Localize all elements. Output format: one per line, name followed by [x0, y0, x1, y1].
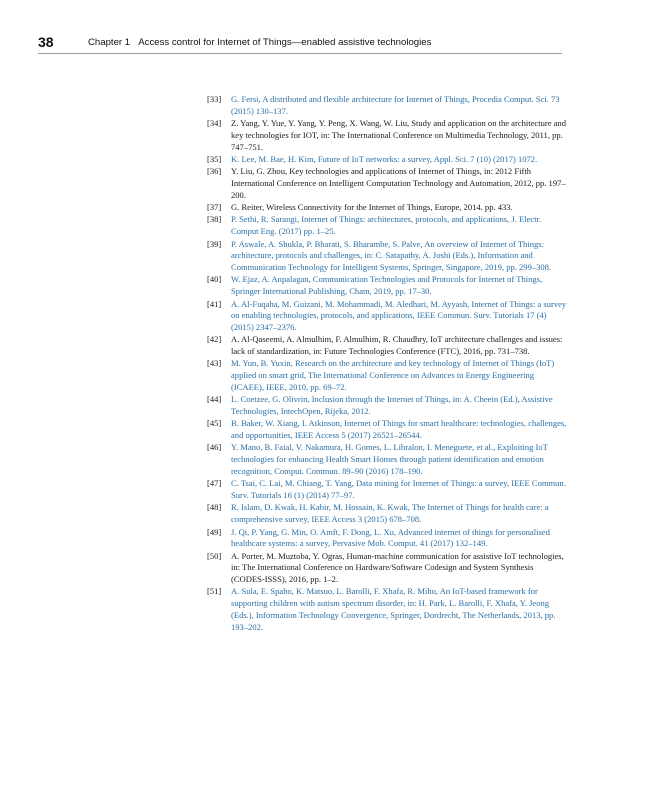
reference-item	[207, 418, 567, 442]
reference-text[interactable]: P. Sethi, R. Sarangi, Internet of Things: architectures, protocols, and applications, J. Electr. Comput Eng. (2017) pp. 1–25.	[231, 214, 542, 237]
chapter-title: Access control for Internet of Things—enabled assistive technologies	[138, 37, 432, 48]
chapter-heading	[88, 36, 431, 50]
reference-number: [50]	[207, 550, 222, 561]
reference-number: [39]	[207, 238, 222, 249]
reference-text[interactable]: P. Aswale, A. Shukla, P. Bharati, S. Bharambe, S. Palve, An overview of Internet of Things: architecture, protocols and challenges, in: C. Satapathy, A. Joshi (Eds.), Information and Communication Technology for Intelligent Systems, Springer, Singapore, 2019, pp. 299–308.	[231, 238, 552, 273]
reference-item	[207, 358, 567, 393]
reference-text[interactable]: R. Islam, D. Kwak, H. Kabir, M. Hossain, K. Kwak, The Internet of Things for health care: a comprehensive survey, IEEE Access 3 (2015) 678–708.	[231, 502, 549, 525]
reference-item	[207, 166, 567, 201]
chapter-number: Chapter 1	[88, 37, 131, 48]
reference-text[interactable]: Y. Mano, B. Faial, V. Nakamura, H. Gomes, L. Libralon, I. Meneguete, et al., Exploiting IoT technologies for enhancing Health Smart Homes through patient identification and emotion recognition, Comput. Commun. 89–90 (2016) 178–190.	[231, 442, 548, 476]
reference-number: [37]	[207, 202, 222, 213]
reference-item	[207, 502, 567, 526]
reference-text: Y. Liu, G. Zhou, Key technologies and applications of Internet of Things, in: 2012 Fifth International Conference on Intelligent Computation Technology and Automation, 2012, pp. 197–200.	[231, 166, 566, 200]
reference-item	[207, 394, 567, 418]
reference-text: A. Porter, M. Muztoba, Y. Ogras, Human-machine communication for assistive IoT technologies, in: The International Conference on Hardware/Software Codesign and System Synthesis (CODES-ISSS), 2016, pp. 1–2.	[231, 550, 564, 585]
reference-text: G. Reiter, Wireless Connectivity for the Internet of Things, Europe, 2014. pp. 433.	[231, 202, 513, 213]
reference-number: [47]	[207, 478, 222, 489]
reference-item	[207, 299, 567, 334]
reference-text[interactable]: A. Al-Fuqaha, M. Guizani, M. Mohammadi, M. Aledhari, M. Ayyash, Internet of Things: a survey on enabling technologies, protocols, and applications, IEEE Commun. Surv. Tutorials 17 (4) (2015) 2347–2376.	[231, 298, 567, 332]
reference-number: [40]	[207, 274, 222, 285]
running-head	[38, 33, 562, 54]
reference-item	[207, 551, 567, 586]
reference-text[interactable]: W. Ejaz, A. Anpalagan, Communication Technologies and Protocols for Internet of Things, Springer International Publishing, Cham, 2019, pp. 17–30.	[231, 274, 543, 297]
reference-text[interactable]: B. Baker, W. Xiang, I. Atkinson, Internet of Things for smart healthcare: technologies, challenges, and opportunities, IEEE Access 5 (2017) 26521–26544.	[231, 418, 567, 441]
reference-item	[207, 154, 567, 166]
reference-item	[207, 202, 567, 214]
reference-text[interactable]: A. Sula, E. Spaho, K. Matsuo, L. Barolli, F. Xhafa, R. Miho, An IoT-based framework for supporting children with autism spectrum disorder, in: H. Park, L. Barolli, F. Xhafa, Y. Jeong (Eds.), Information Technology Convergence, Springer, Dordrecht, The Netherlands, 2013, pp. 193–202.	[231, 586, 556, 632]
reference-text[interactable]: C. Tsai, C. Lai, M. Chiang, T. Yang, Data mining for Internet of Things: a survey, IEEE Commun. Surv. Tutorials 16 (1) (2014) 77–97.	[231, 478, 566, 501]
reference-number: [48]	[207, 502, 222, 513]
page-number: 38	[38, 34, 54, 50]
reference-number: [38]	[207, 214, 222, 225]
reference-item	[207, 239, 567, 274]
reference-number: [46]	[207, 442, 222, 453]
reference-item	[207, 442, 567, 477]
reference-item	[207, 527, 567, 551]
reference-text[interactable]: J. Qi, P. Yang, G. Min, O. Amft, F. Dong, L. Xu, Advanced internet of things for personalised healthcare systems: a survey, Pervasive Mob. Comput. 41 (2017) 132–149.	[231, 526, 550, 549]
reference-number: [34]	[207, 118, 222, 129]
reference-number: [42]	[207, 334, 222, 345]
reference-text: A. Al-Qaseemi, A. Almulhim, F. Almulhim, R. Chaudhry, IoT architecture challenges and issues: lack of standardization, in: Future Technologies Conference (FTC), 2016, pp. 731–738.	[231, 334, 563, 357]
reference-number: [43]	[207, 358, 222, 369]
reference-list	[207, 94, 567, 634]
reference-item	[207, 94, 567, 118]
reference-item	[207, 334, 567, 358]
reference-text[interactable]: K. Lee, M. Bae, H. Kim, Future of IoT networks: a survey, Appl. Sci. 7 (10) (2017) 1072.	[231, 153, 538, 164]
reference-item	[207, 586, 567, 633]
reference-item	[207, 478, 567, 502]
reference-text: Z. Yang, Y. Yue, Y. Yang, Y. Peng, X. Wang, W. Liu, Study and application on the architecture and key technologies for IOT, in: The International Conference on Multimedia Technology, 2011, pp. 747–751.	[231, 118, 566, 152]
reference-number: [35]	[207, 153, 222, 164]
reference-item	[207, 214, 567, 238]
reference-number: [36]	[207, 166, 222, 177]
reference-number: [49]	[207, 526, 222, 537]
reference-number: [51]	[207, 586, 222, 597]
reference-number: [33]	[207, 94, 222, 104]
reference-item	[207, 118, 567, 153]
reference-number: [41]	[207, 298, 222, 309]
reference-text[interactable]: G. Fersi, A distributed and flexible architecture for Internet of Things, Procedia Comput. Sci. 73 (2015) 130–137.	[231, 94, 560, 116]
reference-number: [44]	[207, 394, 222, 405]
reference-text[interactable]: M. Yun, B. Yuxin, Research on the architecture and key technology of Internet of Things (IoT) applied on smart grid, The International Conference on Advances in Energy Engineering (ICAEE), IEEE, 2010, pp. 69–72.	[231, 358, 555, 392]
reference-item	[207, 274, 567, 298]
reference-text[interactable]: L. Coetzee, G. Olivrin, Inclusion through the Internet of Things, in: A. Cheein (Ed.), Assistive Technologies, IntechOpen, Rijeka, 2012.	[231, 394, 553, 417]
reference-number: [45]	[207, 418, 222, 429]
